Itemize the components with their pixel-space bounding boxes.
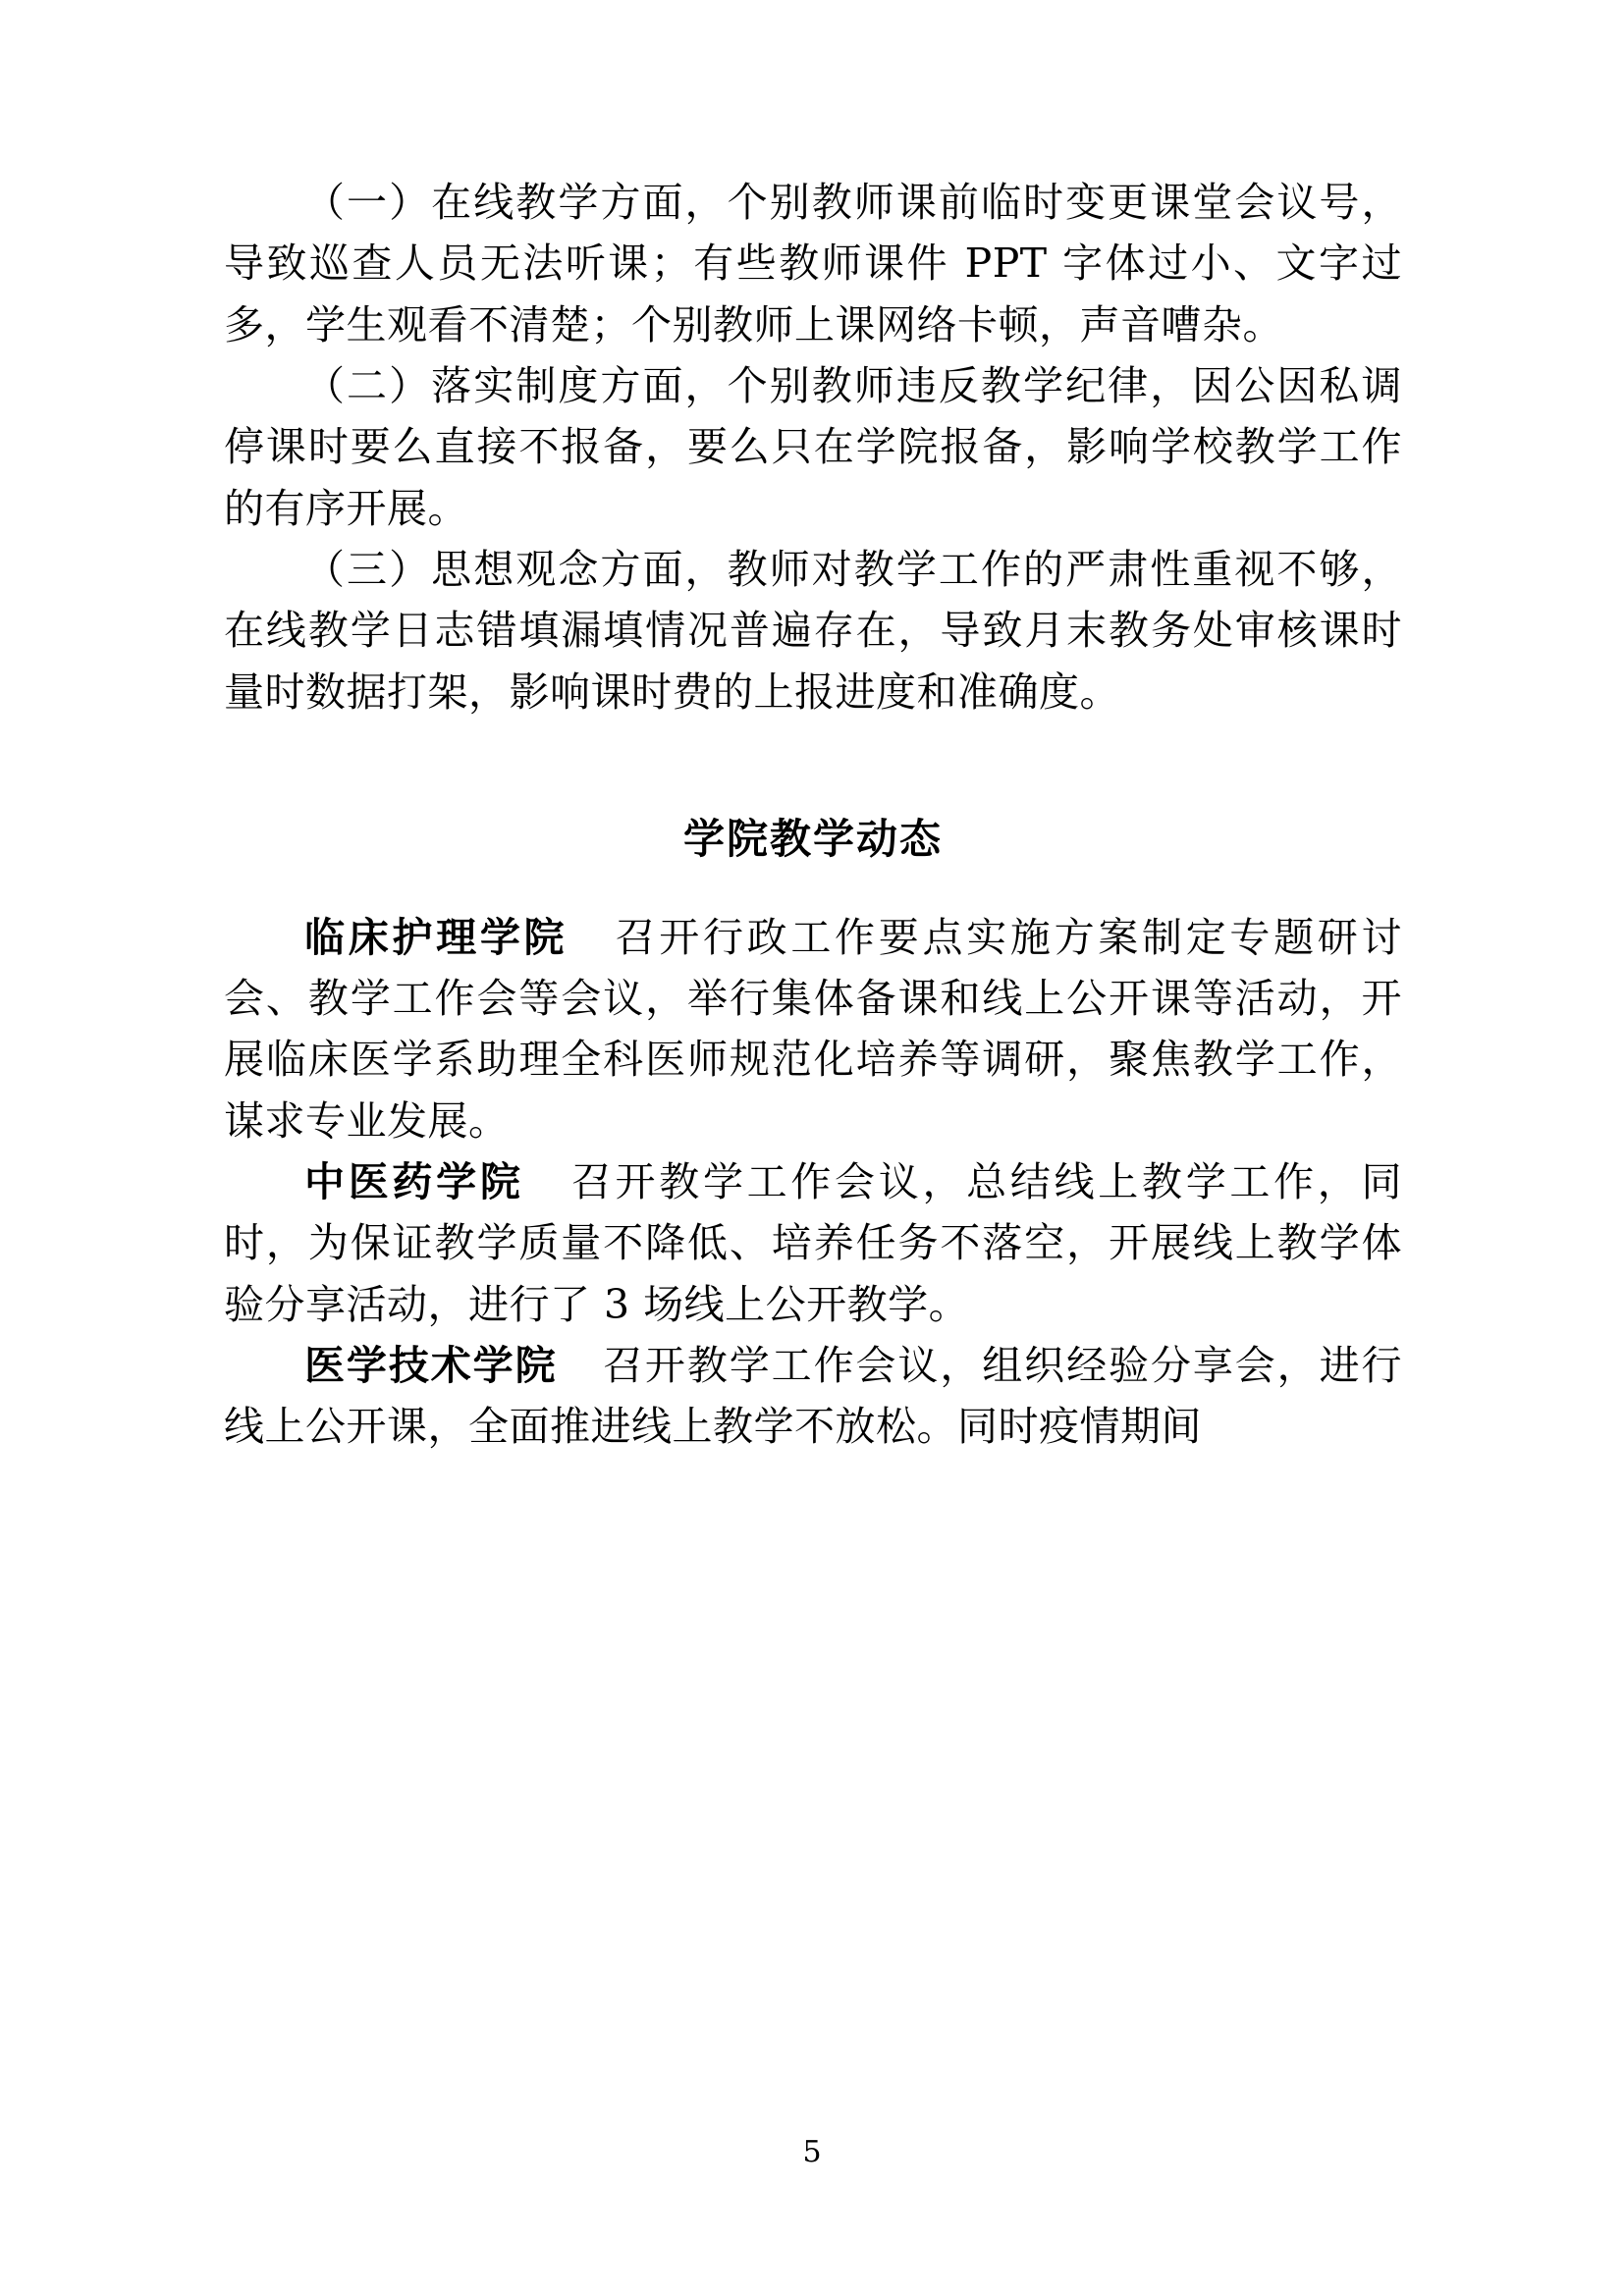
college-text: 召开教学工作会议，组织经验分享会，进行线上公开课，全面推进线上教学不放松。同时疫情期间 (224, 1342, 1403, 1451)
page-number: 5 (802, 2135, 822, 2169)
college-entry (224, 1151, 1402, 1335)
college-entry (224, 1335, 1402, 1458)
college-name: 医学技术学院 (304, 1342, 558, 1389)
college-text: 召开行政工作要点实施方案制定专题研讨会、教学工作会等会议，举行集体备课和线上公开课等活动，开展临床医学系助理全科医师规范化培养等调研，聚焦教学工作，谋求专业发展。 (224, 913, 1403, 1145)
college-name: 临床护理学院 (304, 913, 568, 961)
paragraph-one: （一）在线教学方面，个别教师课前临时变更课堂会议号，导致巡查人员无法听课；有些教师课件 PPT 字体过小、文字过多，学生观看不清楚；个别教师上课网络卡顿，声音嘈杂。 (224, 179, 1402, 348)
spacer-before-section-title (224, 722, 1402, 807)
paragraph-two: （二）落实制度方面，个别教师违反教学纪律，因公因私调停课时要么直接不报备，要么只在学院报备，影响学校教学工作的有序开展。 (224, 361, 1402, 532)
document-body (224, 172, 1402, 1458)
section-title: 学院教学动态 (682, 814, 943, 863)
college-text: 召开教学工作会议，总结线上教学工作，同时，为保证教学质量不降低、培养任务不落空，开展线上教学体验分享活动，进行了 3 场线上公开教学。 (224, 1158, 1403, 1328)
college-name: 中医药学院 (304, 1158, 524, 1206)
paragraph-three: （三）思想观念方面，教师对教学工作的严肃性重视不够，在线教学日志错填漏填情况普遍存在，导致月末教务处审核课时量时数据打架，影响课时费的上报进度和准确度。 (224, 545, 1402, 716)
spacer-after-section-title (224, 866, 1402, 907)
college-entry (224, 907, 1402, 1151)
